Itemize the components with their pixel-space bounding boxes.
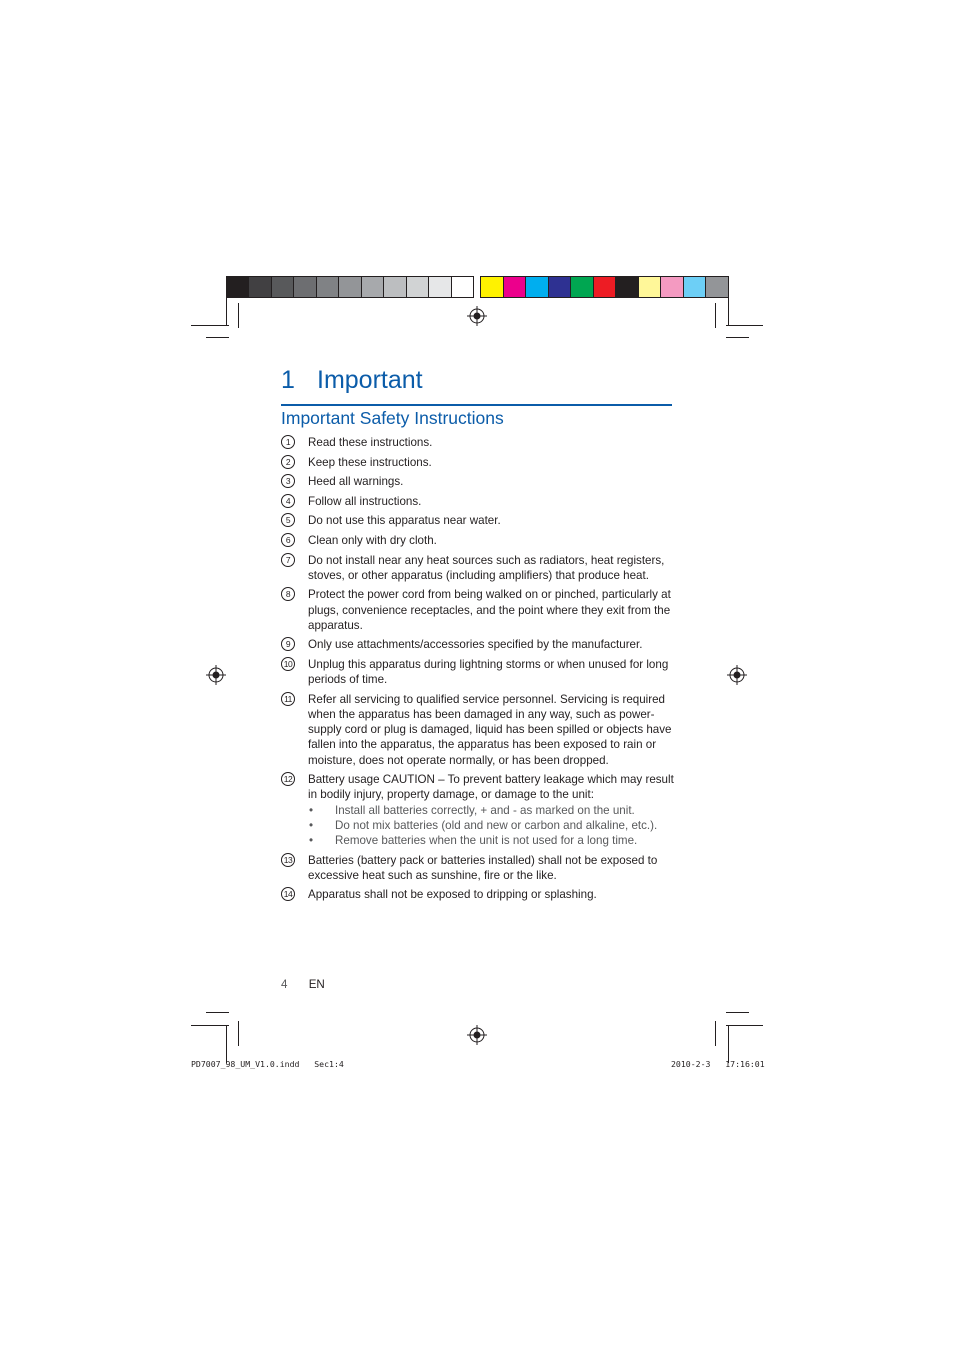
item-text: Only use attachments/accessories specified by the manufacturer. (308, 638, 643, 652)
crop-mark (728, 290, 729, 325)
slug-file-info: PD7007_98_UM_V1.0.indd Sec1:4 (191, 1059, 344, 1069)
chapter-title-text: Important (317, 366, 423, 394)
item-text: Battery usage CAUTION – To prevent battery leakage which may result in bodily injury, property damage, or damage to the unit: (308, 773, 674, 802)
title-divider (281, 404, 672, 406)
color-swatch (429, 277, 451, 297)
bullet-item (308, 818, 676, 833)
bullet-text: Remove batteries when the unit is not used for a long time. (335, 833, 638, 847)
crop-mark (726, 1025, 763, 1026)
color-swatch (407, 277, 429, 297)
item-text: Do not use this apparatus near water. (308, 514, 501, 528)
process-color-bar (480, 276, 729, 298)
item-number-circle: 11 (281, 692, 295, 706)
language-code: EN (308, 978, 325, 991)
bullet-text: Install all batteries correctly, + and - as marked on the unit. (335, 803, 635, 817)
item-number-circle: 5 (281, 513, 295, 527)
bullet-item (308, 833, 676, 848)
color-swatch (362, 277, 384, 297)
item-text: Do not install near any heat sources such as radiators, heat registers, stoves, or other apparatus (including amplifiers) that produce heat. (308, 553, 665, 582)
color-swatch (481, 277, 504, 297)
crop-mark (726, 325, 763, 326)
color-swatch (227, 277, 249, 297)
item-text: Read these instructions. (308, 436, 433, 449)
list-item (281, 853, 676, 883)
registration-mark-icon (206, 665, 226, 685)
item-number-circle: 4 (281, 494, 295, 508)
color-swatch (549, 277, 572, 297)
safety-instructions-list (281, 435, 676, 907)
list-item (281, 533, 676, 548)
list-item (281, 494, 676, 509)
color-swatch (526, 277, 549, 297)
item-number-circle: 9 (281, 637, 295, 651)
color-swatch (639, 277, 662, 297)
item-text: Protect the power cord from being walked on or pinched, particularly at plugs, convenience receptacles, and the point where they exit from the apparatus. (308, 588, 671, 632)
crop-mark (206, 1012, 229, 1013)
crop-mark (728, 1025, 729, 1063)
list-item (281, 887, 676, 902)
color-swatch (294, 277, 316, 297)
page-footer (281, 978, 325, 991)
item-text: Heed all warnings. (308, 475, 404, 489)
bullet-icon: • (309, 818, 314, 832)
list-item (281, 772, 676, 848)
list-item (281, 692, 676, 768)
color-swatch (706, 277, 728, 297)
item-number-circle: 8 (281, 587, 295, 601)
crop-mark (191, 1025, 229, 1026)
color-swatch (339, 277, 361, 297)
item-text: Apparatus shall not be exposed to dripping or splashing. (308, 888, 597, 902)
color-swatch (317, 277, 339, 297)
item-number-circle: 6 (281, 533, 295, 547)
item-number-circle: 14 (281, 887, 295, 901)
item-number-circle: 13 (281, 853, 295, 867)
list-item (281, 435, 676, 450)
color-swatch (384, 277, 406, 297)
crop-mark (715, 1021, 716, 1046)
battery-bullet-list (308, 803, 676, 849)
item-text: Clean only with dry cloth. (308, 533, 437, 547)
chapter-number: 1 (281, 366, 295, 394)
item-text: Unplug this apparatus during lightning storms or when unused for long periods of time. (308, 657, 669, 687)
bullet-icon: • (309, 833, 314, 847)
item-number-circle: 12 (281, 772, 295, 786)
color-swatch (249, 277, 271, 297)
crop-mark (191, 325, 229, 326)
bullet-icon: • (309, 803, 314, 817)
color-swatch (504, 277, 527, 297)
crop-mark (715, 303, 716, 328)
item-number-circle: 1 (281, 435, 295, 449)
list-item (281, 474, 676, 489)
color-swatch (571, 277, 594, 297)
item-text: Refer all servicing to qualified service personnel. Servicing is required when the apparatus has been damaged in any way, such as power-supply cord or plug is damaged, liquid has been spilled or objects have fallen into the apparatus, the apparatus has been exposed to rain or moisture, does not operate normally, or has been dropped. (308, 692, 672, 767)
crop-mark (226, 298, 227, 325)
crop-mark (726, 1012, 749, 1013)
bullet-text: Do not mix batteries (old and new or carbon and alkaline, etc.). (335, 818, 658, 832)
item-number-circle: 2 (281, 455, 295, 469)
crop-mark (226, 1025, 227, 1063)
crop-mark (238, 303, 239, 328)
item-number-circle: 3 (281, 474, 295, 488)
list-item (281, 513, 676, 528)
slug-timestamp: 2010-2-3 17:16:01 (671, 1059, 765, 1069)
crop-mark (726, 337, 749, 338)
item-number-circle: 7 (281, 553, 295, 567)
color-swatch (616, 277, 639, 297)
list-item (281, 553, 676, 583)
registration-mark-icon (727, 665, 747, 685)
section-title: Important Safety Instructions (281, 408, 504, 428)
item-number-circle: 10 (281, 657, 295, 671)
registration-mark-icon (467, 1025, 487, 1045)
grayscale-color-bar (226, 276, 474, 298)
item-text: Keep these instructions. (308, 455, 432, 469)
list-item (281, 587, 676, 633)
color-swatch (594, 277, 617, 297)
chapter-title (281, 366, 423, 395)
item-text: Batteries (battery pack or batteries installed) shall not be exposed to excessive heat such as sunshine, fire or the like. (308, 853, 658, 882)
bullet-item (308, 803, 676, 818)
color-swatch (272, 277, 294, 297)
page-number: 4 (281, 978, 288, 991)
list-item (281, 657, 676, 687)
registration-mark-icon (467, 306, 487, 326)
crop-mark (238, 1021, 239, 1046)
crop-mark (206, 337, 229, 338)
list-item (281, 455, 676, 470)
color-swatch (661, 277, 684, 297)
item-text: Follow all instructions. (308, 494, 422, 508)
list-item (281, 637, 676, 652)
color-swatch (684, 277, 707, 297)
color-swatch (452, 277, 473, 297)
